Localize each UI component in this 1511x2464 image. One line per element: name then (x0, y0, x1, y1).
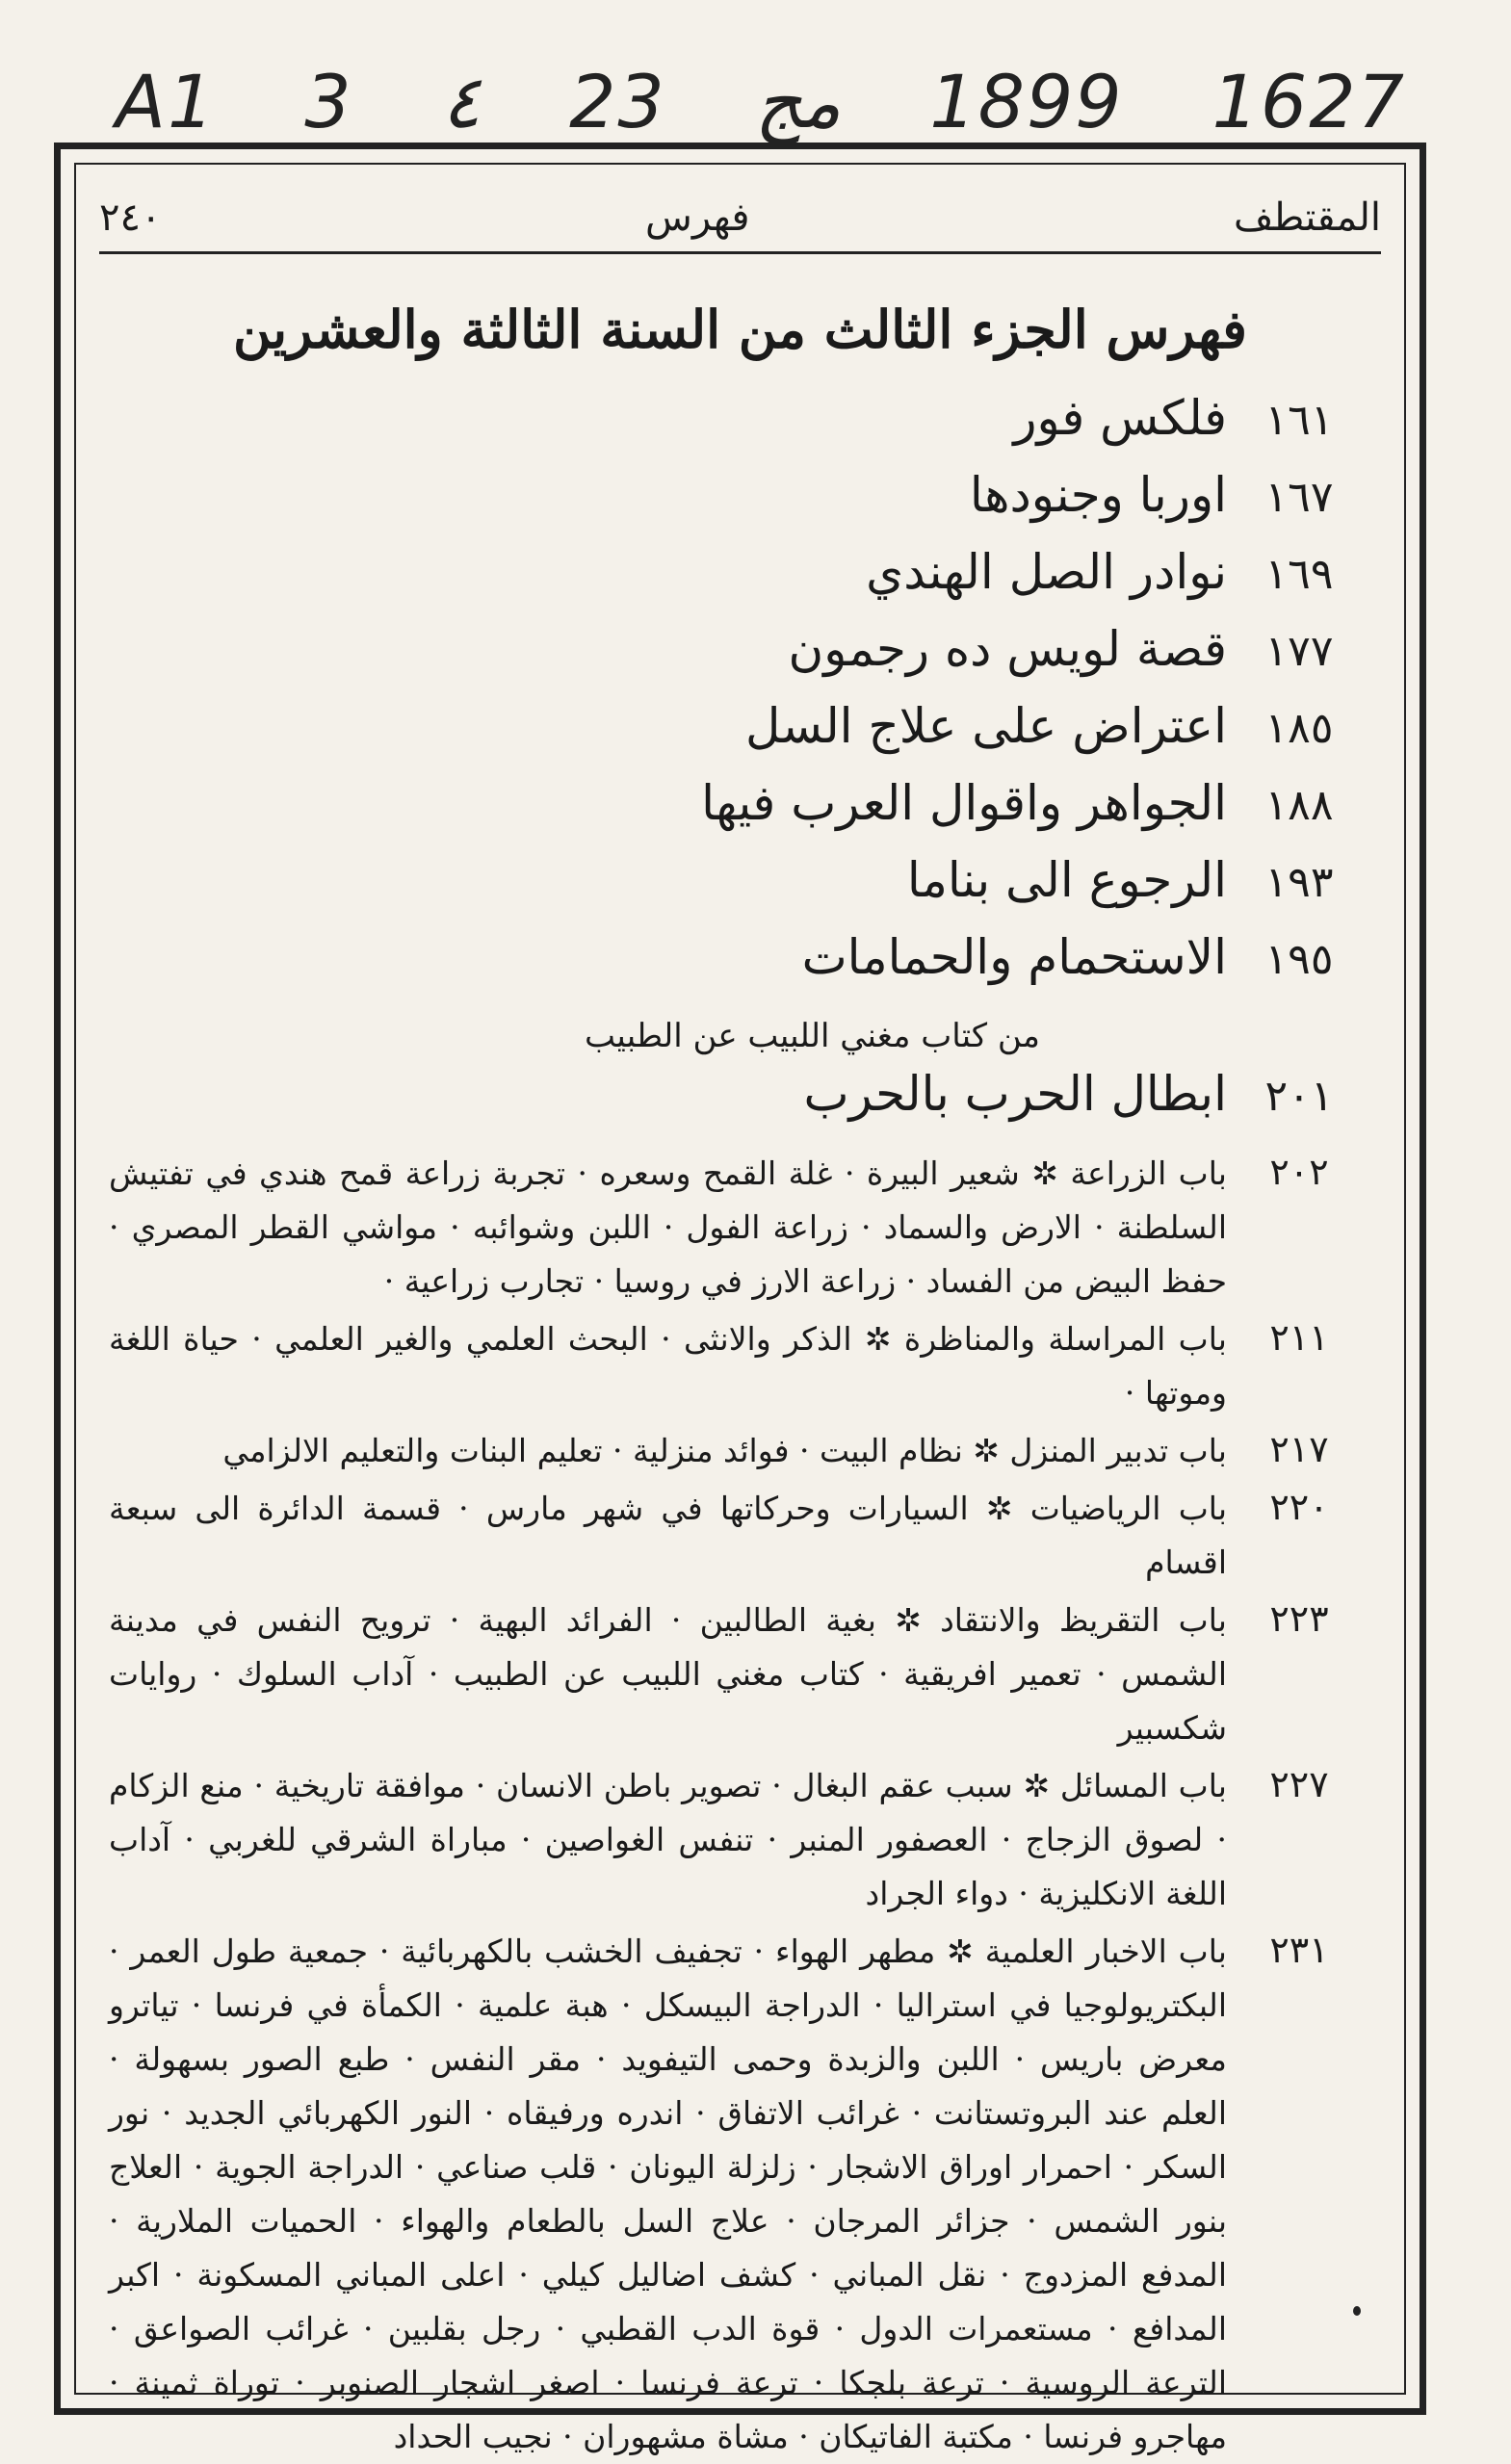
toc-section (109, 1422, 1371, 1478)
toc-section (109, 1145, 1371, 1309)
section-page: ٢١٧ (1269, 1428, 1329, 1470)
entry-page: ١٨٥ (1264, 704, 1334, 753)
section-text: باب المراسلة والمناظرة ✲ الذكر والانثى · البحث العلمي والغير العلمي · حياة اللغة وموتها · (109, 1320, 1227, 1412)
section-page: ٢٠٢ (1269, 1151, 1329, 1193)
section-page: ٢٢٧ (1269, 1763, 1329, 1805)
section-text: باب الاخبار العلمية ✲ مطهر الهواء · تجفيف الخشب بالكهربائية · جمعية طول العمر · البكتريولوجيا في استراليا · الدراجة البيسكل · هبة علمية · الكمأة في فرنسا · تياترو معرض باريس · اللبن والزبدة وحمى التيفويد · مقر النفس · طبع الصور بسهولة · العلم عند البروتستانت · غرائب الاتفاق · اندره ورفيقاه · النور الكهربائي الجديد · نور السكر · احمرار اوراق الاشجار · زلزلة اليونان · قلب صناعي · الدراجة الجوية · العلاج بنور الشمس · جزائر المرجان · علاج السل بالطعام والهواء · الحميات الملارية · المدفع المزدوج · نقل المباني · كشف اضاليل كيلي · اعلى المباني المسكونة · اكبر المدافع · مستعمرات الدول · قوة الدب القطبي · رجل بقلبين · غرائب الصواعق · الترعة الروسية · ترعة بلجكا · ترعة فرنسا · اصغر اشجار الصنوبر · توراة ثمينة · مهاجرو فرنسا · مكتبة الفاتيكان · مشاة مشهوران · نجيب الحداد (109, 1932, 1227, 2455)
page-mark (1353, 2306, 1361, 2316)
page-title: فهرس الجزء الثالث من السنة الثالثة والعشرين (233, 298, 1247, 360)
toc-subtitle: من كتاب مغني اللبيب عن الطبيب (585, 1017, 1040, 1055)
header-section: فهرس (645, 195, 750, 240)
section-page: ٢١١ (1269, 1316, 1329, 1359)
section-text: باب تدبير المنزل ✲ نظام البيت · فوائد منزلية · تعليم البنات والتعليم الالزامي (222, 1432, 1227, 1469)
section-text: باب الرياضيات ✲ السيارات وحركاتها في شهر مارس · قسمة الدائرة الى سبعة اقسام (109, 1490, 1227, 1581)
toc-section (109, 1757, 1371, 1921)
entry-page: ١٦١ (1264, 396, 1334, 445)
journal-name: المقتطف (1234, 195, 1381, 240)
table-of-contents (109, 390, 1371, 2464)
archive-part: مج (754, 58, 842, 144)
entry-title: فلكس فور (1013, 390, 1227, 446)
archive-part: ٤ (441, 58, 482, 144)
toc-section (109, 1592, 1371, 1755)
section-text: باب المسائل ✲ سبب عقم البغال · تصوير باطن الانسان · موافقة تاريخية · منع الزكام · لصوق الزجاج · العصفور المنبر · تنفس الغواصين · مباراة الشرقي للغربي · آداب اللغة الانكليزية · دواء الجراد (109, 1767, 1227, 1912)
entry-page: ١٦٩ (1264, 550, 1334, 599)
toc-entry (109, 929, 1371, 1006)
toc-entry (109, 621, 1371, 698)
entry-title: نوادر الصل الهندي (866, 544, 1227, 600)
archive-part: 1899 (929, 58, 1124, 144)
toc-section (109, 1310, 1371, 1420)
entry-title: الاستحمام والحمامات (801, 929, 1227, 985)
entry-page: ٢٠١ (1264, 1072, 1334, 1121)
entry-page: ١٩٣ (1264, 858, 1334, 907)
entry-page: ١٦٧ (1264, 473, 1334, 522)
entry-title: ابطال الحرب بالحرب (803, 1066, 1227, 1122)
entry-page: ١٧٧ (1264, 627, 1334, 676)
archive-part: A1 (116, 58, 217, 144)
entry-page: ١٩٥ (1264, 935, 1334, 984)
running-header (99, 184, 1381, 254)
entry-title: اعتراض على علاج السل (744, 698, 1227, 754)
section-page: ٢٢٣ (1269, 1597, 1329, 1640)
page-frame (54, 143, 1426, 2455)
entry-title: الجواهر واقوال العرب فيها (701, 775, 1227, 831)
section-page: ٢٢٠ (1269, 1486, 1329, 1528)
toc-entry (109, 698, 1371, 775)
entry-title: الرجوع الى بناما (906, 852, 1227, 908)
toc-entry (109, 544, 1371, 621)
section-text: باب الزراعة ✲ شعير البيرة · غلة القمح وسعره · تجربة زراعة قمح هندي في تفتيش السلطنة · الارض والسماد · زراعة الفول · اللبن وشوائبه · مواشي القطر المصري · حفظ البيض من الفساد · زراعة الارز في روسيا · تجارب زراعية · (109, 1154, 1227, 1300)
archive-label (116, 48, 1406, 154)
archive-part: 3 (304, 58, 353, 144)
toc-entry (109, 1066, 1371, 1143)
page-number: ٢٤٠ (99, 195, 162, 240)
toc-section (109, 1923, 1371, 2464)
archive-part: 23 (569, 58, 666, 144)
entry-title: قصة لويس ده رجمون (788, 621, 1227, 677)
toc-entry (109, 467, 1371, 544)
toc-section (109, 1480, 1371, 1590)
entry-title: اوربا وجنودها (969, 467, 1227, 523)
toc-entry (109, 852, 1371, 929)
entry-page: ١٨٨ (1264, 781, 1334, 830)
toc-entry (109, 775, 1371, 852)
toc-entry (109, 390, 1371, 467)
section-page: ٢٣١ (1269, 1929, 1329, 1971)
archive-part: 1627 (1211, 58, 1406, 144)
section-text: باب التقريظ والانتقاد ✲ بغية الطالبين · الفرائد البهية · ترويح النفس في مدينة الشمس · تعمير افريقية · كتاب مغني اللبيب عن الطبيب · آداب السلوك · روايات شكسبير (109, 1601, 1227, 1747)
